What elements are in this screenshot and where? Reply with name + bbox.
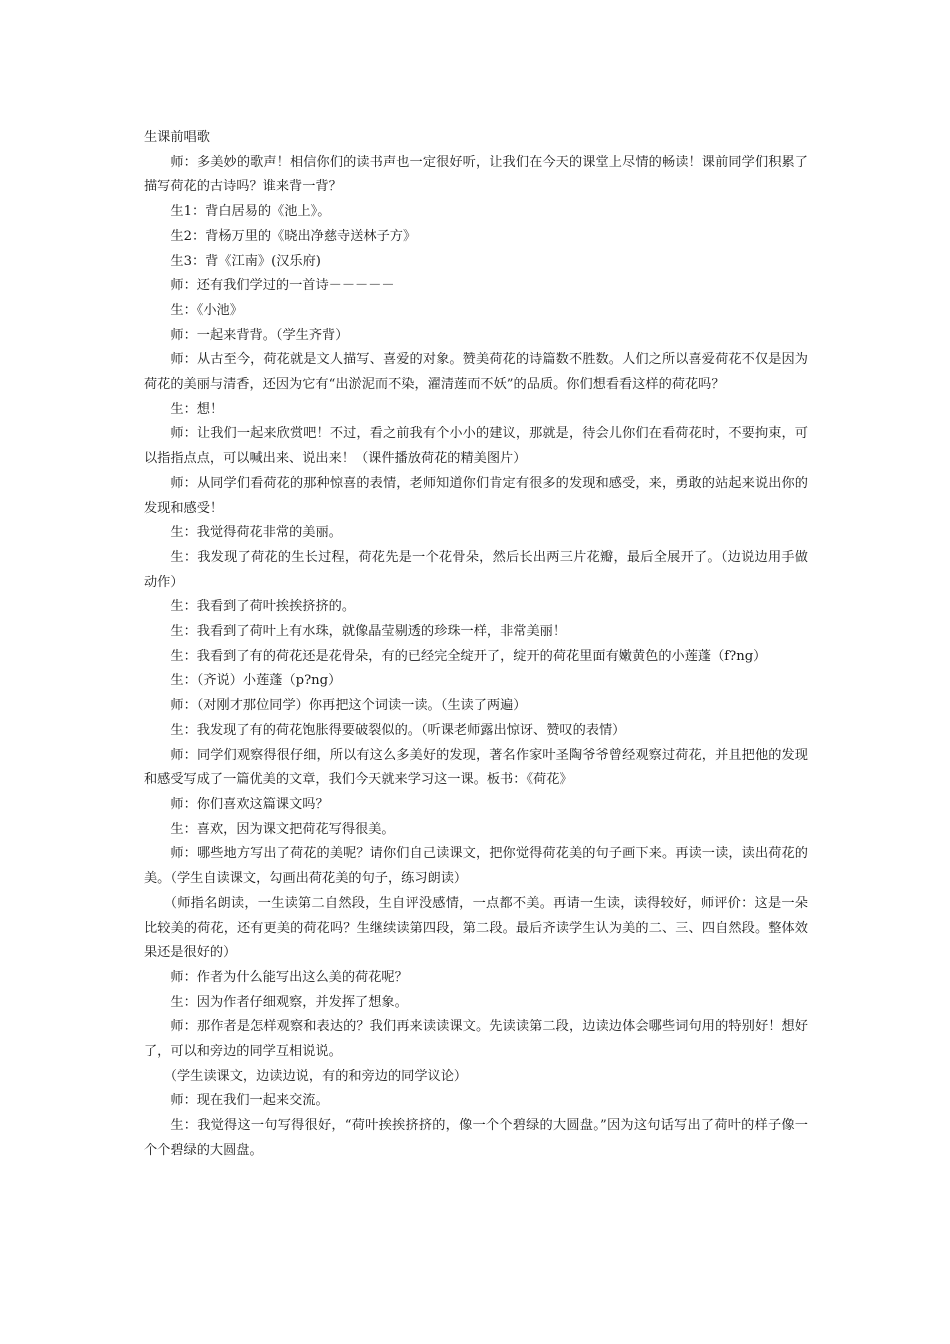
paragraph: 师：从古至今，荷花就是文人描写、喜爱的对象。赞美荷花的诗篇数不胜数。人们之所以喜爱荷花不仅是因为荷花的美丽与清香，还因为它有“出淤泥而不染，濯清莲而不妖”的品质。你们想看看这样的荷花吗？ [144, 352, 808, 393]
paragraph: 生：我觉得这一句写得很好，“荷叶挨挨挤挤的，像一个个碧绿的大圆盘。”因为这句话写出了荷叶的样子像一个个碧绿的大圆盘。 [144, 1118, 808, 1158]
paragraph: 生：我发现了荷花的生长过程，荷花先是一个花骨朵，然后长出两三片花瓣，最后全展开了。（边说边用手做动作） [144, 549, 808, 590]
paragraph: 师：哪些地方写出了荷花的美呢？请你们自己读课文，把你觉得荷花美的句子画下来。再读一读，读出荷花的美。（学生自读课文，勾画出荷花美的句子，练习朗读） [144, 846, 808, 887]
paragraph: 师：现在我们一起来交流。 [170, 1093, 329, 1109]
document-heading: 生课前唱歌 [144, 130, 210, 145]
paragraph: 师：（对刚才那位同学）你再把这个词读一读。（生读了两遍） [170, 698, 527, 714]
paragraph: 生：我觉得荷花非常的美丽。 [170, 525, 342, 541]
paragraph: （学生读课文，边读边说，有的和旁边的同学议论） [163, 1068, 468, 1084]
paragraph: 生：我看到了有的荷花还是花骨朵，有的已经完全绽开了，绽开的荷花里面有嫩黄色的小莲蓬（f?ng） [170, 648, 767, 664]
paragraph: 生：喜欢，因为课文把荷花写得很美。 [170, 821, 395, 837]
paragraph: 生：我发现了有的荷花饱胀得要破裂似的。（听课老师露出惊讶、赞叹的表情） [170, 722, 626, 738]
paragraph: 师：多美妙的歌声！相信你们的读书声也一定很好听，让我们在今天的课堂上尽情的畅读！课前同学们积累了描写荷花的古诗吗？谁来背一背？ [144, 154, 808, 195]
paragraph: （师指名朗读，一生读第二自然段，生自评没感情，一点都不美。再请一生读，读得较好，师评价：这是一朵比较美的荷花，还有更美的荷花吗？生继续读第四段，第二段。最后齐读学生认为美的二、三、四自然段。整体效果还是很好的） [144, 895, 808, 961]
paragraph: 师：让我们一起来欣赏吧！不过，看之前我有个小小的建议，那就是，待会儿你们在看荷花时，不要拘束，可以指指点点，可以喊出来、说出来！（课件播放荷花的精美图片） [144, 426, 808, 467]
paragraph: 师：一起来背背。（学生齐背） [170, 327, 349, 343]
paragraph: 师：同学们观察得很仔细，所以有这么多美好的发现，著名作家叶圣陶爷爷曾经观察过荷花，并且把他的发现和感受写成了一篇优美的文章，我们今天就来学习这一课。板书：《荷花》 [144, 747, 808, 788]
paragraph: 生：（齐说）小莲蓬（p?ng） [170, 673, 342, 689]
paragraph: 生：想！ [170, 401, 224, 417]
paragraph: 师：作者为什么能写出这么美的荷花呢？ [170, 969, 408, 985]
paragraph: 师：从同学们看荷花的那种惊喜的表情，老师知道你们肯定有很多的发现和感受，来，勇敢的站起来说出你的发现和感受！ [144, 475, 808, 516]
paragraph: 生：我看到了荷叶挨挨挤挤的。 [170, 599, 356, 615]
paragraph: 生：我看到了荷叶上有水珠，就像晶莹剔透的珍珠一样，非常美丽！ [170, 624, 567, 640]
paragraph: 师：你们喜欢这篇课文吗？ [170, 796, 329, 812]
paragraph: 生3：背《江南》(汉乐府) [170, 253, 321, 269]
paragraph: 生2：背杨万里的《晓出净慈寺送林子方》 [170, 228, 417, 244]
paragraph: 生：《小池》 [170, 302, 243, 318]
paragraph: 师：还有我们学过的一首诗－－－－－ [170, 278, 395, 294]
paragraph: 生：因为作者仔细观察，并发挥了想象。 [170, 994, 408, 1010]
paragraph: 师：那作者是怎样观察和表达的？我们再来读读课文。先读读第二段，边读边体会哪些词句用的特别好！想好了，可以和旁边的同学互相说说。 [144, 1019, 808, 1060]
document-page [144, 126, 808, 1164]
paragraph: 生1：背白居易的《池上》。 [170, 204, 331, 220]
